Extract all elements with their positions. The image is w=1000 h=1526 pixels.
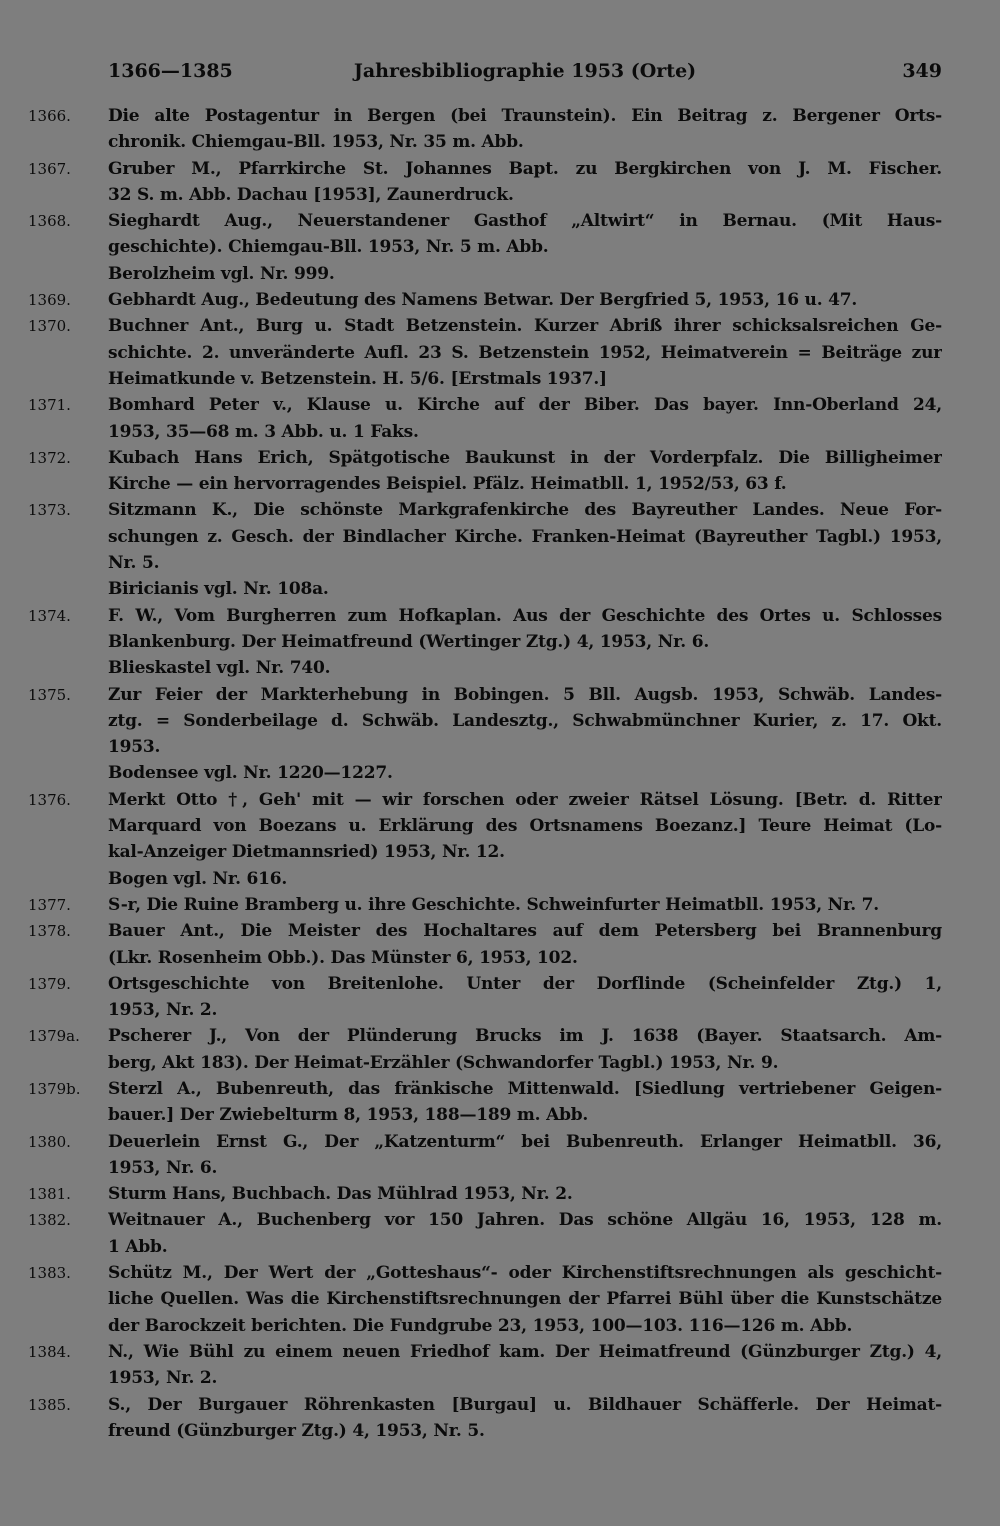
bibliography-entry: [0, 1181, 942, 1207]
bibliography-entry: [0, 497, 942, 576]
entry-list: [0, 103, 1000, 1444]
entry-line: Deuerlein Ernst G., Der „Katzenturm“ bei Bubenreuth. Erlanger Heimatbll. 36,: [108, 1131, 942, 1152]
bibliography-entry: [0, 971, 942, 1024]
entry-number: 1384.: [28, 1342, 71, 1361]
entry-line: Gruber M., Pfarrkirche St. Johannes Bapt. zu Bergkirchen von J. M. Fischer.: [108, 158, 942, 179]
bibliography-entry: [0, 392, 942, 445]
cross-reference: [0, 760, 942, 786]
running-header: [108, 60, 942, 92]
bibliography-entry: [0, 313, 942, 392]
entry-number: 1374.: [28, 606, 71, 625]
cross-reference: [0, 261, 942, 287]
entry-number: 1380.: [28, 1132, 71, 1151]
entry-number: 1370.: [28, 317, 71, 336]
entry-line: geschichte). Chiemgau-Bll. 1953, Nr. 5 m. Abb.: [108, 237, 549, 258]
entry-number: 1368.: [28, 212, 71, 231]
entry-line: berg, Akt 183). Der Heimat-Erzähler (Schwandorfer Tagbl.) 1953, Nr. 9.: [108, 1052, 779, 1073]
entry-number: 1382.: [28, 1211, 71, 1230]
entry-number: 1379.: [28, 974, 71, 993]
bibliography-entry: [0, 287, 942, 313]
entry-line: Blieskastel vgl. Nr. 740.: [108, 658, 331, 679]
bibliography-entry: [0, 1076, 942, 1129]
entry-number: 1385.: [28, 1395, 71, 1414]
entry-line: Bomhard Peter v., Klause u. Kirche auf der Biber. Das bayer. Inn-Oberland 24,: [108, 395, 942, 416]
entry-number: 1379b.: [28, 1079, 81, 1098]
entry-line: 1953, Nr. 6.: [108, 1157, 218, 1178]
entry-number: 1372.: [28, 448, 71, 467]
entry-line: Nr. 5.: [108, 553, 160, 574]
entry-line: Kirche — ein hervorragendes Beispiel. Pfälz. Heimatbll. 1, 1952/53, 63 f.: [108, 474, 787, 495]
entry-line: Sieghardt Aug., Neuerstandener Gasthof „Altwirt“ in Bernau. (Mit Haus-: [108, 211, 942, 232]
bibliography-entry: [0, 1023, 942, 1076]
entry-number: 1371.: [28, 396, 71, 415]
entry-number: 1366.: [28, 107, 71, 125]
page-number: 349: [902, 60, 942, 82]
entry-line: (Lkr. Rosenheim Obb.). Das Münster 6, 1953, 102.: [108, 947, 578, 968]
entry-line: 1953, Nr. 2.: [108, 1368, 218, 1389]
entry-line: Berolzheim vgl. Nr. 999.: [108, 263, 335, 284]
bibliography-entry: [0, 103, 942, 156]
entry-line: bauer.] Der Zwiebelturm 8, 1953, 188—189 m. Abb.: [108, 1105, 589, 1126]
entry-line: Merkt Otto †, Geh' mit — wir forschen oder zweier Rätsel Lösung. [Betr. d. Ritter: [108, 789, 942, 810]
entry-line: freund (Günzburger Ztg.) 4, 1953, Nr. 5.: [108, 1420, 485, 1441]
cross-reference: [0, 576, 942, 602]
entry-line: Pscherer J., Von der Plünderung Brucks im J. 1638 (Bayer. Staatsarch. Am-: [108, 1026, 942, 1047]
entry-number: 1376.: [28, 790, 71, 809]
entry-line: Bodensee vgl. Nr. 1220—1227.: [108, 763, 393, 784]
entry-number: 1373.: [28, 501, 71, 520]
entry-line: Ortsgeschichte von Breitenlohe. Unter der Dorflinde (Scheinfelder Ztg.) 1,: [108, 973, 942, 994]
entry-number: 1378.: [28, 922, 71, 941]
entry-line: Gebhardt Aug., Bedeutung des Namens Betwar. Der Bergfried 5, 1953, 16 u. 47.: [108, 290, 858, 311]
entry-line: schichte. 2. unveränderte Aufl. 23 S. Betzenstein 1952, Heimatverein = Beiträge zur: [108, 342, 942, 363]
entry-line: F. W., Vom Burgherren zum Hofkaplan. Aus der Geschichte des Ortes u. Schlosses: [108, 605, 942, 626]
bibliography-entry: [0, 445, 942, 498]
entry-line: Sitzmann K., Die schönste Markgrafenkirche des Bayreuther Landes. Neue For-: [108, 500, 942, 521]
entry-line: kal-Anzeiger Dietmannsried) 1953, Nr. 12.: [108, 842, 505, 863]
entry-line: 1 Abb.: [108, 1236, 168, 1257]
entry-line: Die alte Postagentur in Bergen (bei Traunstein). Ein Beitrag z. Bergener Orts-: [108, 106, 942, 126]
entry-range: 1366—1385: [108, 60, 233, 82]
entry-number: 1375.: [28, 685, 71, 704]
entry-line: ztg. = Sonderbeilage d. Schwäb. Landesztg., Schwabmünchner Kurier, z. 17. Okt.: [108, 710, 942, 731]
bibliography-entry: [0, 918, 942, 971]
entry-line: Heimatkunde v. Betzenstein. H. 5/6. [Erstmals 1937.]: [108, 368, 607, 389]
entry-line: schungen z. Gesch. der Bindlacher Kirche. Franken-Heimat (Bayreuther Tagbl.) 1953,: [108, 526, 942, 547]
bibliography-entry: [0, 1207, 942, 1260]
entry-number: 1377.: [28, 895, 71, 914]
bibliography-entry: [0, 682, 942, 761]
entry-line: S-r, Die Ruine Bramberg u. ihre Geschichte. Schweinfurter Heimatbll. 1953, Nr. 7.: [108, 894, 880, 915]
entry-line: Bauer Ant., Die Meister des Hochaltares auf dem Petersberg bei Brannenburg: [108, 921, 942, 942]
entry-line: Blankenburg. Der Heimatfreund (Wertinger Ztg.) 4, 1953, Nr. 6.: [108, 631, 710, 652]
entry-line: 1953, Nr. 2.: [108, 1000, 218, 1021]
entry-number: 1369.: [28, 291, 71, 310]
entry-line: N., Wie Bühl zu einem neuen Friedhof kam. Der Heimatfreund (Günzburger Ztg.) 4,: [108, 1341, 942, 1362]
entry-line: Zur Feier der Markterhebung in Bobingen. 5 Bll. Augsb. 1953, Schwäb. Landes-: [108, 684, 942, 705]
entry-line: Kubach Hans Erich, Spätgotische Baukunst in der Vorderpfalz. Die Billigheimer: [108, 447, 942, 468]
entry-number: 1367.: [28, 159, 71, 178]
entry-line: 32 S. m. Abb. Dachau [1953], Zaunerdruck.: [108, 184, 514, 205]
entry-line: Bogen vgl. Nr. 616.: [108, 868, 288, 889]
cross-reference: [0, 655, 942, 681]
entry-line: Marquard von Boezans u. Erklärung des Ortsnamens Boezanz.] Teure Heimat (Lo-: [108, 816, 942, 837]
bibliography-entry: [0, 1129, 942, 1182]
entry-line: Weitnauer A., Buchenberg vor 150 Jahren. Das schöne Allgäu 16, 1953, 128 m.: [108, 1210, 942, 1231]
entry-line: chronik. Chiemgau-Bll. 1953, Nr. 35 m. Abb.: [108, 132, 524, 153]
entry-line: Schütz M., Der Wert der „Gotteshaus“- oder Kirchenstiftsrechnungen als geschicht-: [108, 1263, 942, 1284]
entry-line: 1953, 35—68 m. 3 Abb. u. 1 Faks.: [108, 421, 419, 442]
page-title: Jahresbibliographie 1953 (Orte): [353, 60, 697, 82]
bibliography-entry: [0, 787, 942, 866]
bibliography-entry: [0, 1260, 942, 1339]
entry-line: liche Quellen. Was die Kirchenstiftsrechnungen der Pfarrei Bühl über die Kunstschätze: [108, 1289, 942, 1310]
entry-line: Buchner Ant., Burg u. Stadt Betzenstein. Kurzer Abriß ihrer schicksalsreichen Ge-: [108, 316, 942, 337]
entry-line: Sturm Hans, Buchbach. Das Mühlrad 1953, Nr. 2.: [108, 1184, 573, 1205]
bibliography-entry: [0, 603, 942, 656]
entry-number: 1383.: [28, 1264, 71, 1283]
bibliography-entry: [0, 156, 942, 209]
cross-reference: [0, 866, 942, 892]
entry-line: Biricianis vgl. Nr. 108a.: [108, 579, 329, 600]
entry-line: 1953.: [108, 737, 161, 758]
bibliography-entry: [0, 892, 942, 918]
entry-number: 1379a.: [28, 1027, 80, 1046]
entry-line: der Barockzeit berichten. Die Fundgrube 23, 1953, 100—103. 116—126 m. Abb.: [108, 1315, 853, 1336]
entry-line: S., Der Burgauer Röhrenkasten [Burgau] u. Bildhauer Schäfferle. Der Heimat-: [108, 1394, 942, 1415]
entry-line: Sterzl A., Bubenreuth, das fränkische Mittenwald. [Siedlung vertriebener Geigen-: [108, 1078, 942, 1099]
bibliography-entry: [0, 208, 942, 261]
bibliography-entry: [0, 1339, 942, 1392]
bibliography-entry: [0, 1392, 942, 1445]
entry-number: 1381.: [28, 1185, 71, 1204]
